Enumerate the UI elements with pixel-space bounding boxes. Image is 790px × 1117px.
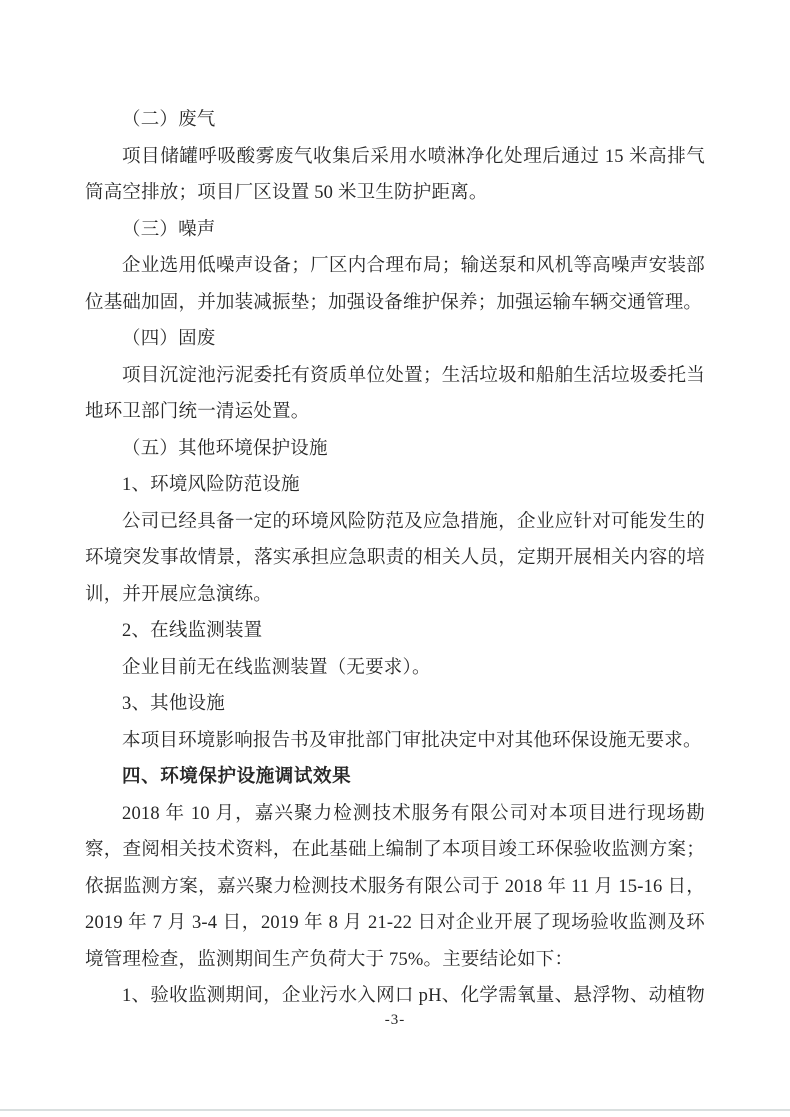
subheading-waste-gas: （二）废气 (122, 110, 216, 130)
subheading-noise: （三）噪声 (122, 219, 216, 240)
paragraph-noise: 企业选用低噪声设备；厂区内合理布局；输送泵和风机等高噪声安装部位基础加固，并加装减振垫；加强设备维护保养；加强运输车辆交通管理。 (85, 256, 705, 313)
list-item-other-installations: 3、其他设施 (122, 694, 225, 714)
list-item-risk-prevention: 1、环境风险防范设施 (122, 475, 300, 495)
page-number: -3- (384, 1012, 406, 1028)
list-item-online-monitoring: 2、在线监测装置 (122, 621, 263, 641)
subheading-solid-waste: （四）固废 (122, 329, 216, 349)
paragraph-monitoring-history: 2018 年 10 月，嘉兴聚力检测技术服务有限公司对本项目进行现场勘察，查阅相关技术资料，在此基础上编制了本项目竣工环保验收监测方案；依据监测方案，嘉兴聚力检测技术服务有限公司于 2018 年 11 月 15-16 日，2019 年 7 月 3-4 日，2019 年 8 月 21-22 日对企业开展了现场验收监测及环境管理检查，监测期间生产负荷大于 75%。主要结论如下： (85, 803, 705, 970)
paragraph-waste-gas: 项目储罐呼吸酸雾废气收集后采用水喷淋净化处理后通过 15 米高排气筒高空排放；项目厂区设置 50 米卫生防护距离。 (85, 146, 705, 203)
paragraph-solid-waste: 项目沉淀池污泥委托有资质单位处置；生活垃圾和船舶生活垃圾委托当地环卫部门统一清运处置。 (85, 365, 705, 422)
paragraph-conclusion-start: 1、验收监测期间，企业污水入网口 pH、化学需氧量、悬浮物、动植物 (122, 986, 705, 1006)
document-text-block (85, 102, 705, 1015)
scan-edge-line (0, 1109, 790, 1111)
heading-debugging-effect: 四、环境保护设施调试效果 (122, 767, 352, 787)
paragraph-other-installations: 本项目环境影响报告书及审批部门审批决定中对其他环保设施无要求。 (122, 730, 702, 751)
paragraph-online-monitoring: 企业目前无在线监测装置（无要求）。 (122, 657, 431, 678)
paragraph-risk-prevention: 公司已经具备一定的环境风险防范及应急措施，企业应针对可能发生的环境突发事故情景，落实承担应急职责的相关人员，定期开展相关内容的培训，并开展应急演练。 (85, 511, 705, 605)
subheading-other-facilities: （五）其他环境保护设施 (122, 438, 328, 459)
